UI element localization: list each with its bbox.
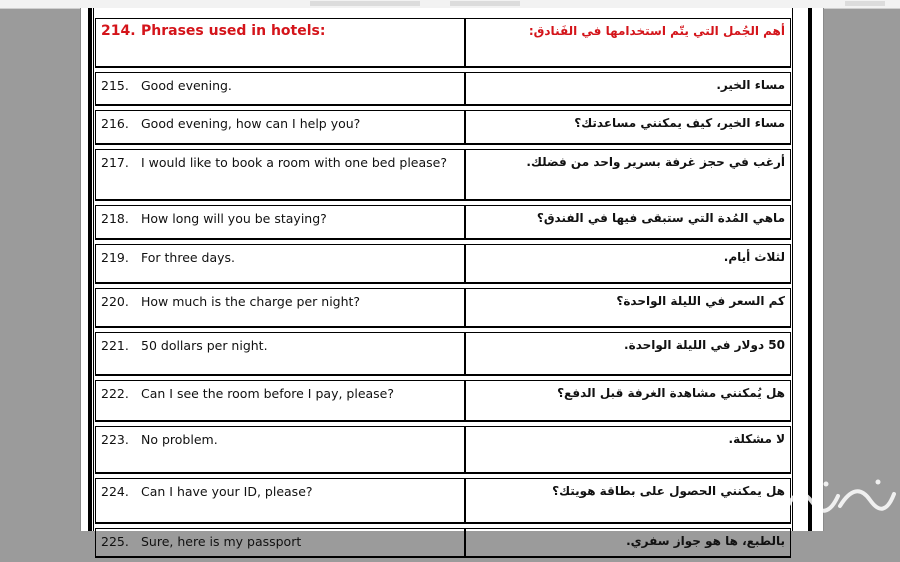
- english-phrase: How long will you be staying?: [141, 211, 327, 226]
- arabic-phrase: بالطبع، ها هو جواز سفري.: [465, 528, 791, 558]
- table-header-row: [95, 18, 791, 68]
- header-arabic-cell: أهم الجُمل التي يتّم استخدامها في الفَنادق:: [465, 18, 791, 68]
- row-number: 225.: [101, 534, 129, 549]
- document-page: [80, 8, 824, 549]
- english-cell: [95, 244, 465, 284]
- arabic-phrase: ماهي المُدة التي ستبقى فيها في الفندق؟: [465, 205, 791, 240]
- table-row: [95, 426, 791, 474]
- arabic-phrase: مساء الخير.: [465, 72, 791, 106]
- arabic-phrase: 50 دولار في الليلة الواحدة.: [465, 332, 791, 376]
- arabic-phrase: لثلاث أيام.: [465, 244, 791, 284]
- english-cell: [95, 426, 465, 474]
- phrases-table: [95, 14, 791, 562]
- row-number: 216.: [101, 116, 129, 131]
- row-number: 223.: [101, 432, 129, 447]
- english-phrase: Can I have your ID, please?: [141, 484, 313, 499]
- table-row: [95, 72, 791, 106]
- english-phrase: Sure, here is my passport: [141, 534, 302, 549]
- arabic-phrase: هل يمكنني الحصول على بطاقة هويتك؟: [465, 478, 791, 524]
- table-row: [95, 478, 791, 524]
- row-number: 221.: [101, 338, 129, 353]
- table-row: [95, 110, 791, 145]
- toolbar-control[interactable]: [450, 1, 520, 6]
- english-phrase: How much is the charge per night?: [141, 294, 361, 309]
- english-cell: [95, 288, 465, 328]
- table-row: [95, 244, 791, 284]
- english-cell: [95, 332, 465, 376]
- english-phrase: No problem.: [141, 432, 218, 447]
- table-row: [95, 288, 791, 328]
- arabic-phrase: هل يُمكنني مشاهدة الغرفة قبل الدفع؟: [465, 380, 791, 422]
- english-cell: [95, 528, 465, 558]
- header-number: 214.: [101, 23, 136, 39]
- row-number: 222.: [101, 386, 129, 401]
- watermark-logo-icon: [778, 472, 898, 522]
- arabic-phrase: مساء الخير، كيف يمكنني مساعدتك؟: [465, 110, 791, 145]
- table-row: [95, 149, 791, 201]
- english-cell: [95, 110, 465, 145]
- english-phrase: For three days.: [141, 250, 236, 265]
- toolbar-control[interactable]: [845, 1, 885, 6]
- english-phrase: Good evening.: [141, 78, 232, 93]
- english-phrase: 50 dollars per night.: [141, 338, 268, 353]
- header-english-text: Phrases used in hotels:: [141, 23, 326, 39]
- arabic-phrase: أرغب في حجز غرفة بسرير واحد من فضلك.: [465, 149, 791, 201]
- row-number: 224.: [101, 484, 129, 499]
- table-row: [95, 380, 791, 422]
- table-row: [95, 205, 791, 240]
- row-number: 217.: [101, 155, 129, 170]
- english-cell: [95, 72, 465, 106]
- row-number: 220.: [101, 294, 129, 309]
- table-row: [95, 528, 791, 558]
- table-row: [95, 332, 791, 376]
- arabic-phrase: كم السعر في الليلة الواحدة؟: [465, 288, 791, 328]
- toolbar-control[interactable]: [310, 1, 420, 6]
- row-number: 219.: [101, 250, 129, 265]
- english-cell: [95, 478, 465, 524]
- english-phrase: I would like to book a room with one bed please?: [141, 155, 447, 170]
- english-phrase: Good evening, how can I help you?: [141, 116, 361, 131]
- arabic-phrase: لا مشكلة.: [465, 426, 791, 474]
- english-phrase: Can I see the room before I pay, please?: [141, 386, 395, 401]
- english-cell: [95, 380, 465, 422]
- english-cell: [95, 205, 465, 240]
- row-number: 215.: [101, 78, 129, 93]
- header-english-cell: [95, 18, 465, 68]
- english-cell: [95, 149, 465, 201]
- row-number: 218.: [101, 211, 129, 226]
